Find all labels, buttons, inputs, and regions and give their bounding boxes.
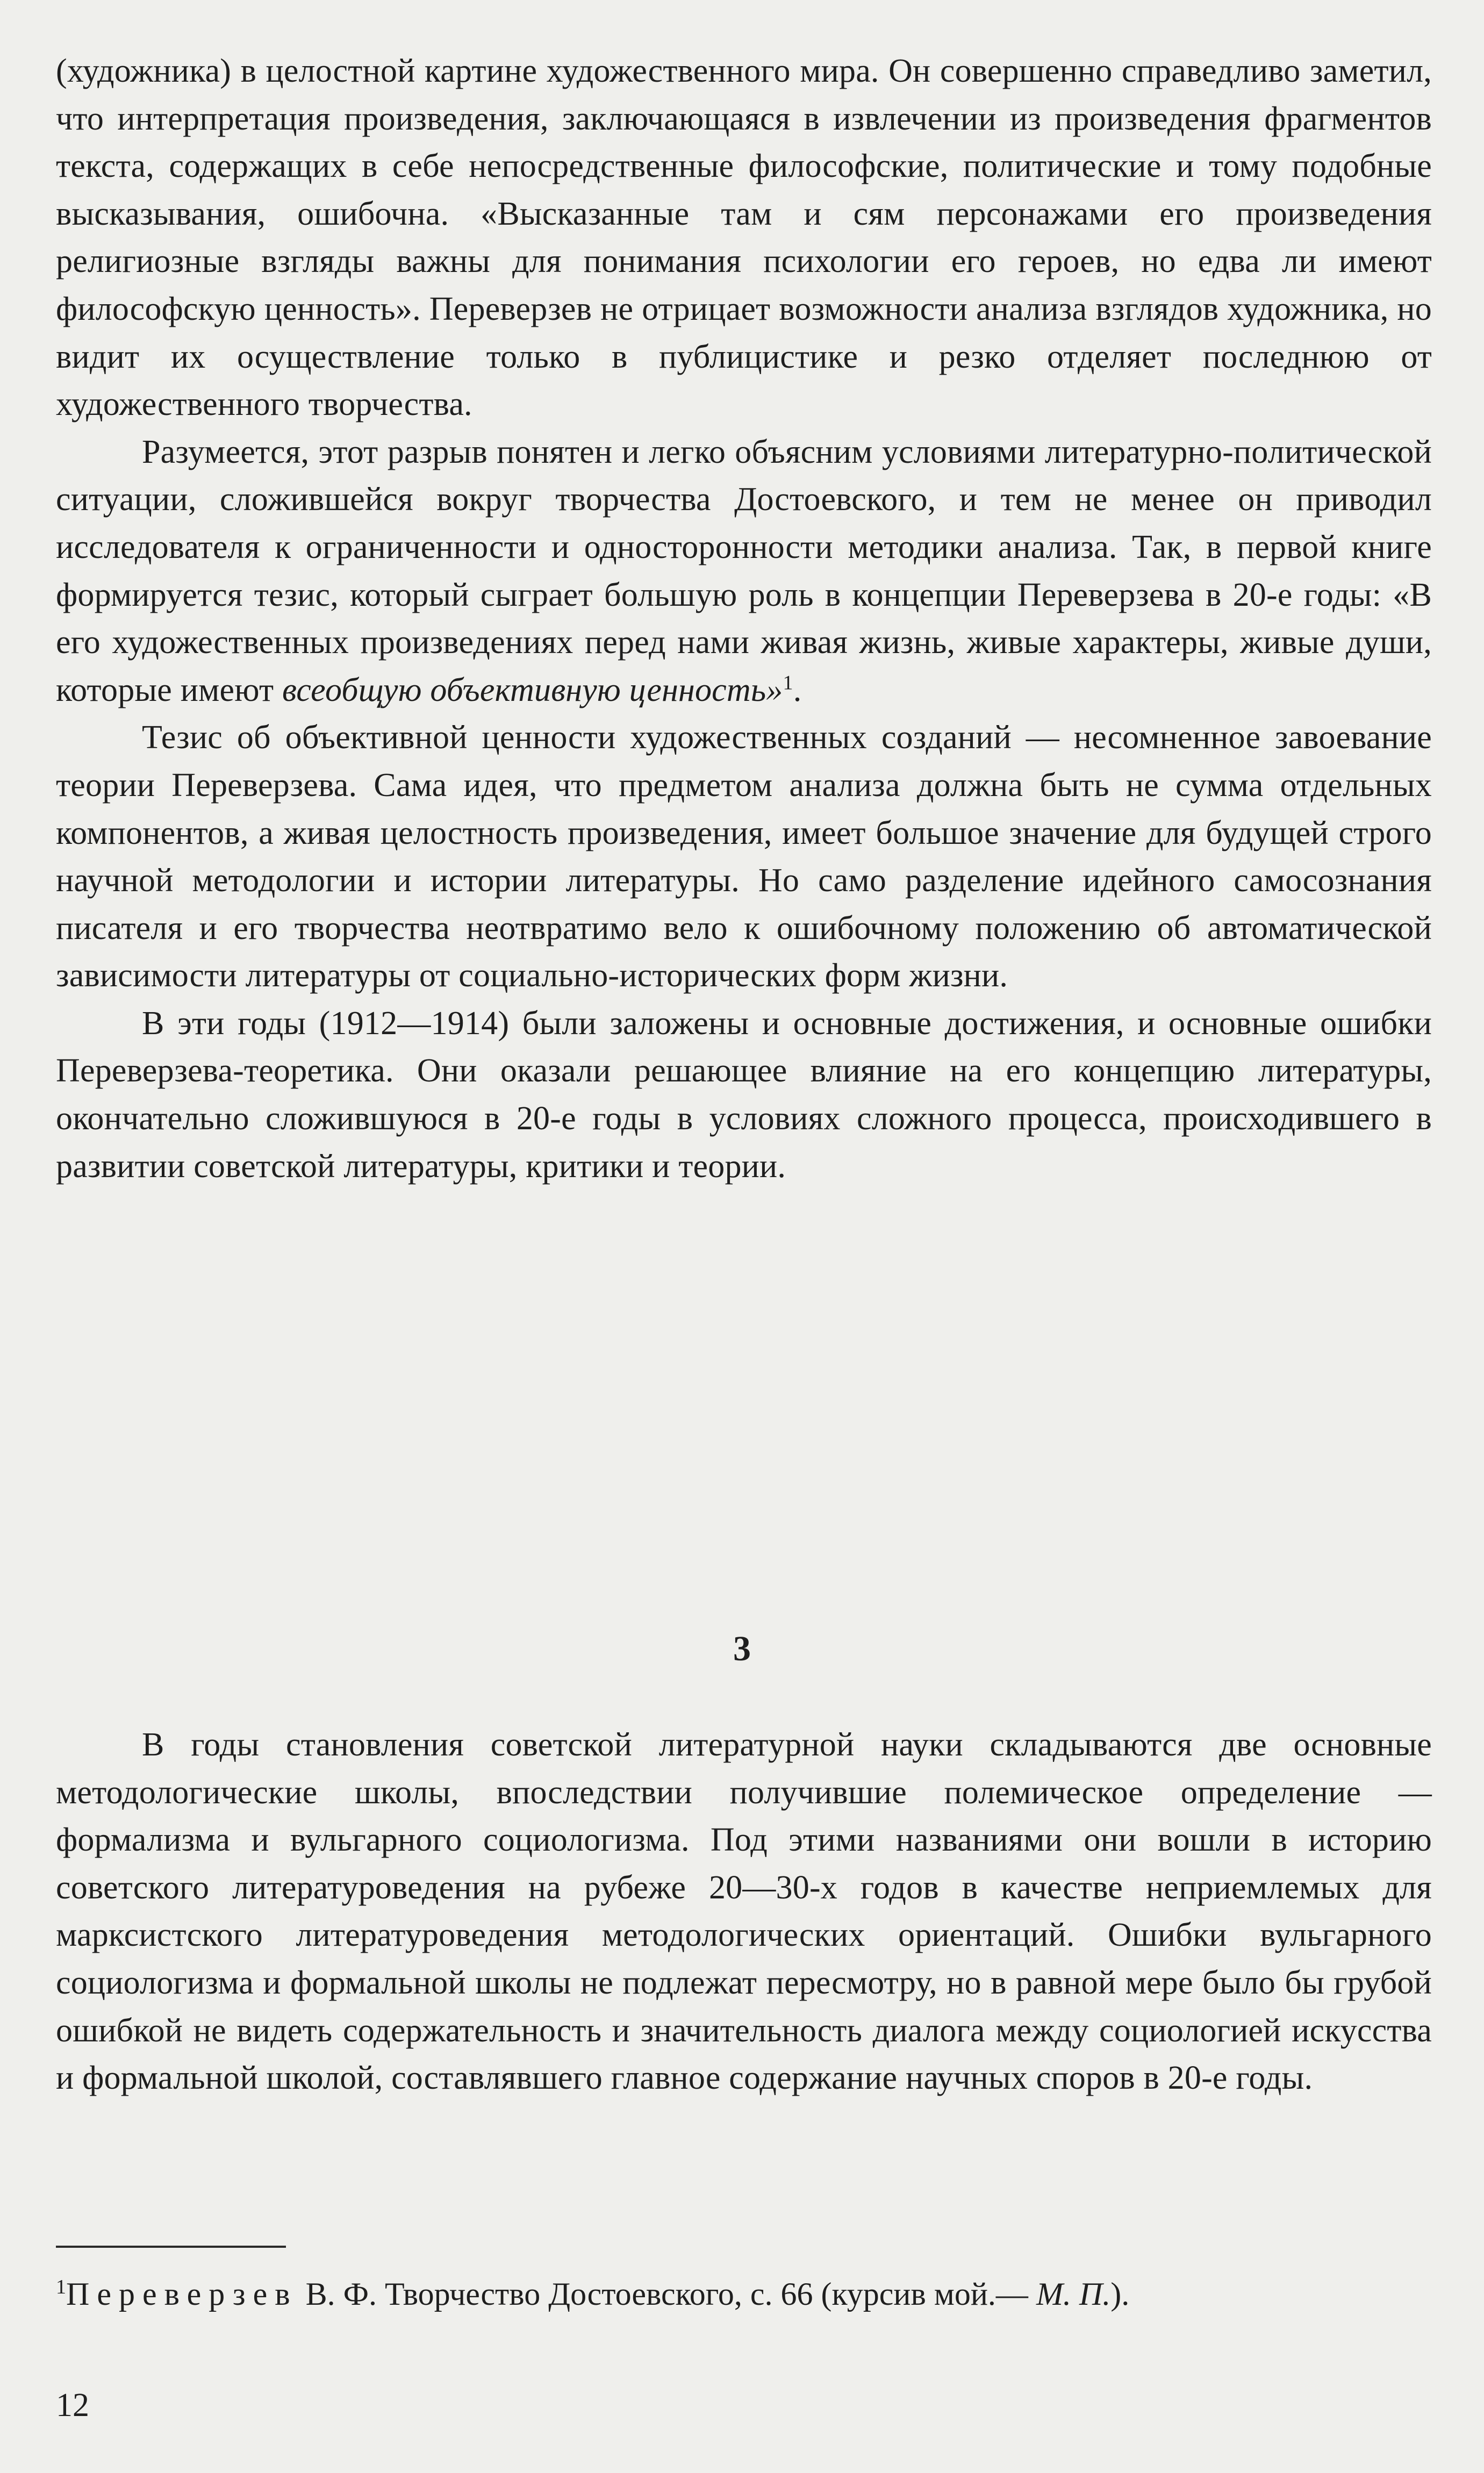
paragraph-years: В эти годы (1912—1914) были заложены и основные достижения, и основные ошибки Переверзева-теоретика. Они оказали решающее влияние на его концепцию литературы, окончательно сложившуюся в 20-е годы в условиях сложного процесса, происходившего в развитии советской литературы, критики и теории.: [56, 1005, 1432, 1185]
paragraph-end: .: [793, 671, 802, 708]
paragraph-thesis: Тезис об объективной ценности художественных созданий — несомненное завоевание теории Переверзева. Сама идея, что предметом анализа должна быть не сумма отдельных компонентов, а живая целостность произведения, имеет большое значение для будущей строго научной методологии и истории литературы. Но само разделение идейного самосознания писателя и его творчества неотвратимо вело к ошибочному положению об автоматической зависимости литературы от социально-исторических форм жизни.: [56, 719, 1432, 994]
text-block-bottom: [56, 1721, 1432, 2102]
section-number: 3: [733, 1629, 751, 1668]
paragraph-continuation: (художника) в целостной картине художественного мира. Он совершенно справедливо заметил, что интерпретация произведения, заключающаяся в извлечении из произведения фрагментов текста, содержащих в себе непосредственные философские, политические и тому подобные высказывания, ошибочна. «Высказанные там и сям персонажами его произведения религиозные взгляды важны для понимания психологии его героев, но едва ли имеют философскую ценность». Переверзев не отрицает возможности анализа взглядов художника, но видит их осуществление только в публицистике и резко отделяет последнюю от художественного творчества.: [56, 53, 1432, 423]
text-block-top: [56, 47, 1432, 1190]
italic-quote: всеобщую объективную ценность»: [282, 671, 783, 708]
paragraph-schools: В годы становления советской литературной науки складываются две основные методологические школы, впоследствии получившие полемическое определение — формализма и вульгарного социологизма. Под этими названиями они вошли в историю советского литературоведения на рубеже 20—30-х годов в качестве неприемлемых для марксистского литературоведения методологических ориентаций. Ошибки вульгарного социологизма и формальной школы не подлежат пересмотру, но в равной мере было бы грубой ошибкой не видеть содержательность и значительность диалога между социологией искусства и формальной школой, составлявшего главное содержание научных споров в 20-е годы.: [56, 1726, 1432, 2097]
footnote-close: ).: [1110, 2276, 1130, 2312]
footnote-author: Переверзев: [66, 2276, 298, 2312]
footnote-mark: 1: [56, 2276, 66, 2298]
paragraph-text: Разумеется, этот разрыв понятен и легко объясним условиями литературно-политической ситуации, сложившейся вокруг творчества Достоевского, и тем не менее он приводил исследователя к ограниченности и односторонности методики анализа. Так, в первой книге формируется тезис, который сыграет большую роль в концепции Переверзева в 20-е годы: «В его художественных произведениях перед нами живая жизнь, живые характеры, живые души, которые имеют: [56, 433, 1432, 708]
footnote-citation: В. Ф. Творчество Достоевского, с. 66 (курсив мой.—: [297, 2276, 1036, 2312]
paragraph-objective-value: [56, 428, 1432, 714]
footnote-reference[interactable]: 1: [783, 671, 793, 694]
page-number: 12: [56, 2387, 89, 2424]
footnote: [56, 2271, 1432, 2317]
footnote-divider: [56, 2246, 286, 2248]
footnote-initials: М. П.: [1036, 2276, 1111, 2312]
